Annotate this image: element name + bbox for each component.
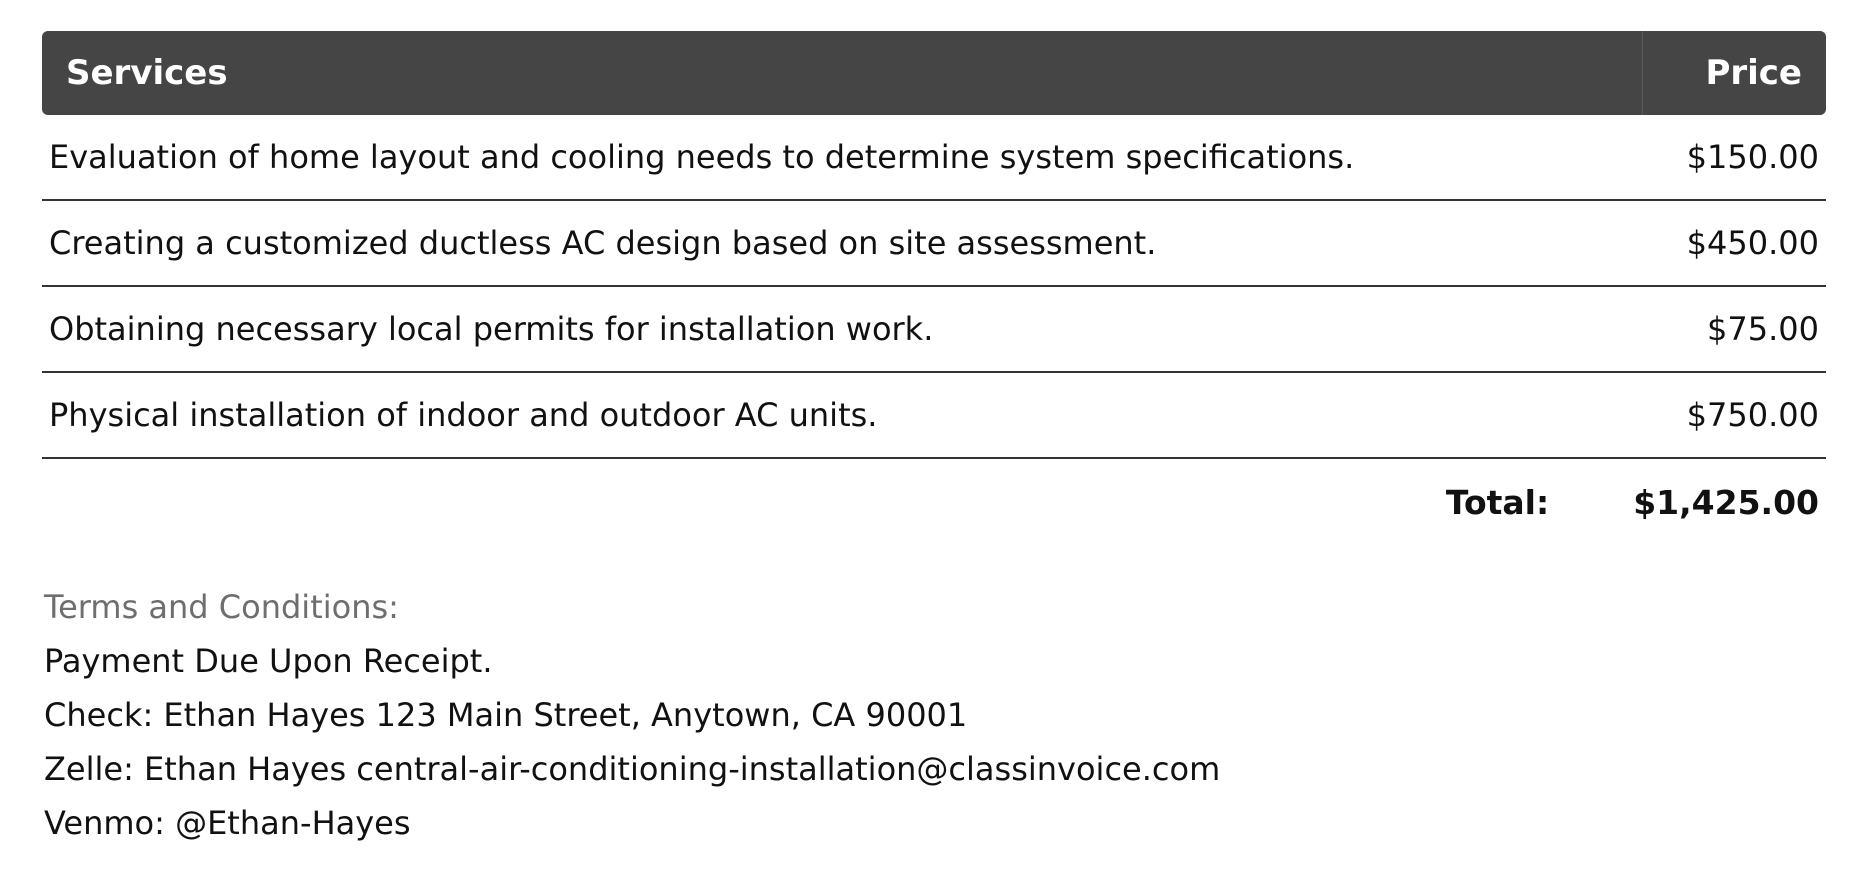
service-description: Physical installation of indoor and outdoor AC units. <box>49 396 878 434</box>
table-row <box>42 287 1826 373</box>
service-description: Obtaining necessary local permits for installation work. <box>49 310 934 348</box>
terms-title: Terms and Conditions: <box>44 588 399 626</box>
total-row <box>42 459 1826 545</box>
price-column-header: Price <box>1642 31 1826 115</box>
table-row <box>42 115 1826 201</box>
check-payment-text: Check: Ethan Hayes 123 Main Street, Anytown, CA 90001 <box>44 696 968 734</box>
service-price: $450.00 <box>1686 224 1819 262</box>
venmo-payment-text: Venmo: @Ethan-Hayes <box>44 804 411 842</box>
service-price: $750.00 <box>1686 396 1819 434</box>
service-description: Evaluation of home layout and cooling needs to determine system specifications. <box>49 138 1355 176</box>
service-description: Creating a customized ductless AC design based on site assessment. <box>49 224 1157 262</box>
table-row <box>42 201 1826 287</box>
zelle-payment-text: Zelle: Ethan Hayes central-air-conditioning-installation@classinvoice.com <box>44 750 1221 788</box>
table-row <box>42 373 1826 459</box>
services-table <box>42 31 1826 545</box>
payment-due-text: Payment Due Upon Receipt. <box>44 642 493 680</box>
service-price: $150.00 <box>1686 138 1819 176</box>
service-price: $75.00 <box>1707 310 1819 348</box>
terms-section <box>44 580 1220 850</box>
table-header <box>42 31 1826 115</box>
total-label: Total: <box>1445 482 1550 522</box>
total-value: $1,425.00 <box>1633 482 1819 522</box>
services-column-header: Services <box>66 53 228 93</box>
